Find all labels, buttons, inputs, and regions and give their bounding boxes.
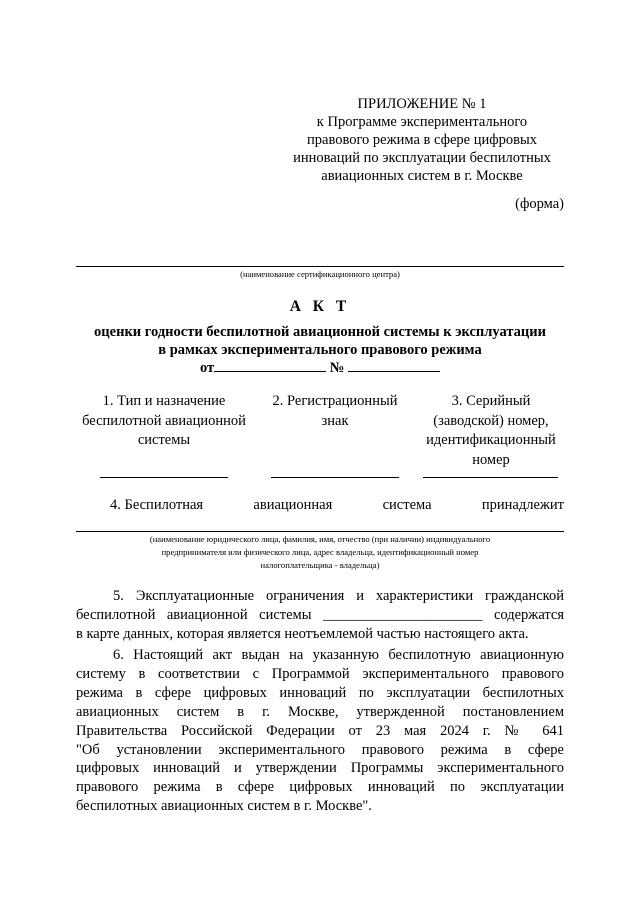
paragraph-line: 5. Эксплуатационные ограничения и характеристики гражданской — [113, 588, 564, 604]
owner-caption — [76, 533, 564, 572]
owner-caption-line: налогоплательщика - владельца) — [260, 560, 380, 570]
cert-center-caption: (наименование сертификационного центра) — [240, 269, 400, 279]
column-line: идентификационный — [426, 432, 556, 448]
paragraph-line: авиационных систем в г. Москве, утвержденной постановлением — [76, 703, 564, 720]
item4-word: принадлежит — [481, 497, 564, 513]
paragraph-line: цифровых инноваций и утверждении Программы экспериментального — [76, 760, 564, 777]
owner-caption-line: (наименование юридического лица, фамилия, имя, отчество (при наличии) индивидуального — [149, 534, 491, 544]
item4-word: система — [382, 497, 432, 513]
annex-line: инноваций по эксплуатации беспилотных — [293, 150, 551, 166]
item4-word: 4. Беспилотная — [110, 497, 204, 513]
type-purpose-field-line — [100, 477, 228, 478]
annex-title: ПРИЛОЖЕНИЕ № 1 — [357, 96, 487, 112]
column-type-purpose — [76, 392, 252, 451]
owner-field-line — [76, 531, 564, 532]
subtitle-line: оценки годности беспилотной авиационной системы к эксплуатации — [94, 324, 546, 340]
subtitle-line: в рамках экспериментального правового режима — [158, 342, 482, 358]
document-title: А К Т — [289, 298, 351, 315]
form-label: (форма) — [515, 196, 564, 212]
document-subtitle — [60, 323, 580, 359]
number-field — [348, 358, 440, 372]
column-line: (заводской) номер, — [433, 412, 549, 429]
column-line: 1. Тип и назначение — [102, 393, 226, 409]
paragraph-line: Правительства Российской Федерации от 23 мая 2024 г. № 641 — [76, 722, 564, 739]
paragraph-5 — [76, 587, 564, 644]
serial-number-field-line — [423, 477, 558, 478]
paragraph-line: беспилотных авиационных систем в г. Москве". — [76, 798, 372, 815]
annex-line: к Программе экспериментального — [316, 114, 528, 130]
annex-line: авиационных систем в г. Москве — [321, 168, 523, 184]
registration-mark-field-line — [271, 477, 399, 478]
paragraph-line: беспилотной авиационной системы ______________________ содержатся — [76, 606, 564, 623]
column-line: знак — [321, 412, 349, 429]
paragraph-line: систему в соответствии с Программой экспериментального правового — [76, 665, 564, 682]
paragraph-line: 6. Настоящий акт выдан на указанную беспилотную авиационную — [113, 647, 564, 663]
paragraph-line: правового режима в сфере цифровых инноваций по эксплуатации — [76, 779, 564, 796]
date-prefix: от — [199, 360, 215, 376]
column-registration-mark — [262, 392, 408, 431]
item4-word: авиационная — [253, 497, 333, 513]
paragraph-line: в карте данных, которая является неотъемлемой частью настоящего акта. — [76, 625, 529, 642]
item-4-owner — [110, 497, 564, 514]
date-number-line — [0, 358, 640, 377]
cert-center-field-line — [76, 266, 564, 267]
number-sign: № — [329, 360, 345, 376]
paragraph-6 — [76, 646, 564, 816]
paragraph-line: "Об установлении экспериментального правового режима в сфере — [76, 741, 564, 758]
annex-header — [272, 95, 572, 185]
column-line: беспилотной авиационной — [82, 412, 246, 429]
date-field — [214, 358, 326, 372]
paragraph-line: режима в сфере цифровых инноваций по эксплуатации беспилотных — [76, 684, 564, 701]
column-line: 3. Серийный — [451, 393, 531, 409]
column-line: 2. Регистрационный — [272, 393, 398, 409]
column-line: системы — [137, 432, 191, 448]
column-serial-number — [416, 392, 566, 470]
column-line: номер — [472, 451, 510, 468]
owner-caption-line: предпринимателя или физического лица, адрес владельца, идентификационный номер — [161, 547, 479, 557]
annex-line: правового режима в сфере цифровых — [307, 132, 537, 148]
